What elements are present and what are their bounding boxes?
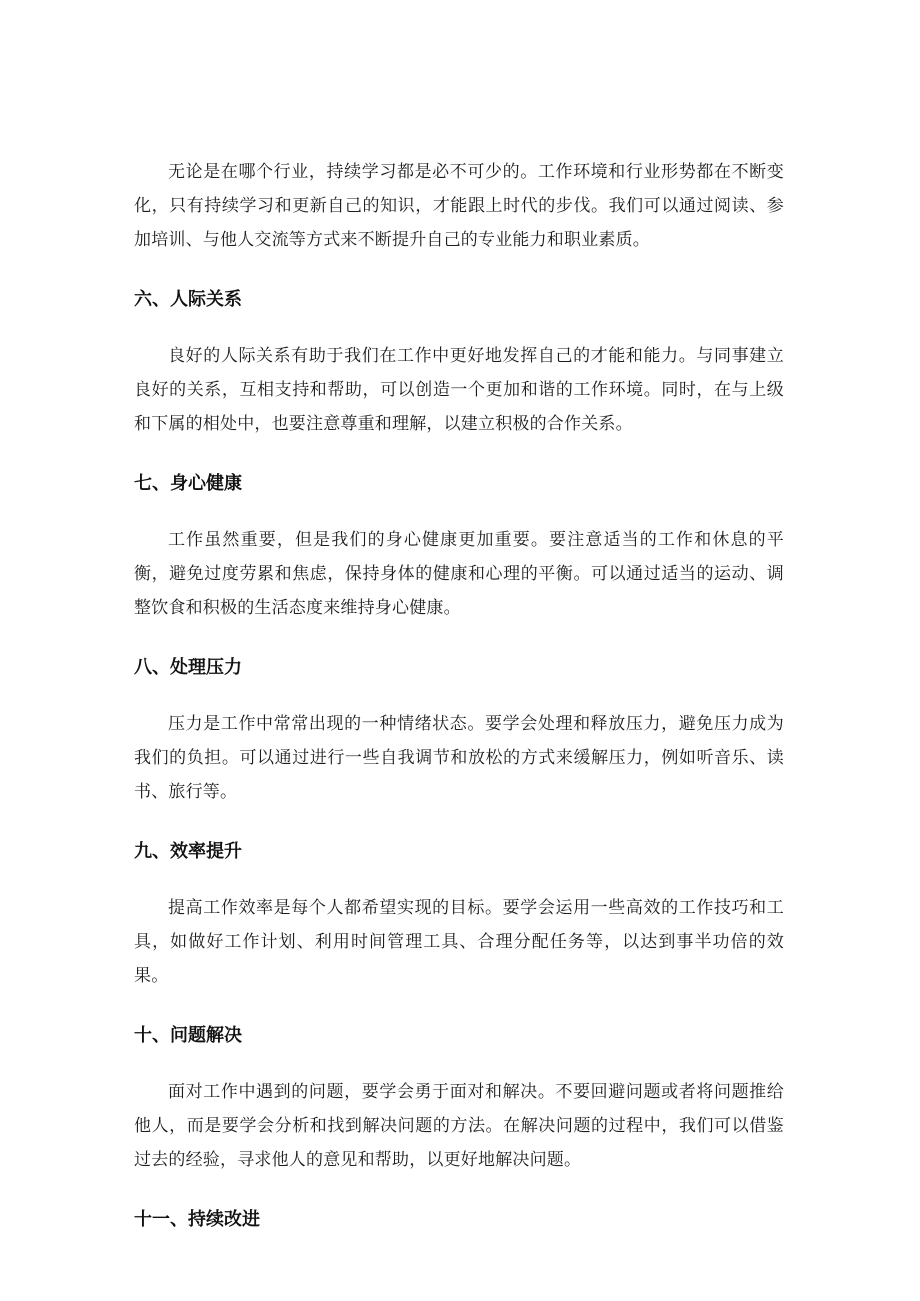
- section-paragraph-problem-solving: 面对工作中遇到的问题，要学会勇于面对和解决。不要回避问题或者将问题推给他人，而是要学会分析和找到解决问题的方法。在解决问题的过程中，我们可以借鉴过去的经验，寻求他人的意见和帮助，以更好地解决问题。: [134, 1082, 784, 1170]
- section-paragraph-stress: 压力是工作中常常出现的一种情绪状态。要学会处理和释放压力，避免压力成为我们的负担。可以通过进行一些自我调节和放松的方式来缓解压力，例如听音乐、读书、旅行等。: [134, 714, 784, 802]
- intro-paragraph: 无论是在哪个行业，持续学习都是必不可少的。工作环境和行业形势都在不断变化，只有持续学习和更新自己的知识，才能跟上时代的步伐。我们可以通过阅读、参加培训、与他人交流等方式来不断提升自己的专业能力和职业素质。: [134, 162, 784, 250]
- section-heading-stress: 八、处理压力: [134, 657, 242, 678]
- section-paragraph-efficiency: 提高工作效率是每个人都希望实现的目标。要学会运用一些高效的工作技巧和工具，如做好工作计划、利用时间管理工具、合理分配任务等，以达到事半功倍的效果。: [134, 898, 784, 986]
- section-heading-problem-solving: 十、问题解决: [134, 1025, 242, 1046]
- section-heading-interpersonal: 六、人际关系: [134, 289, 242, 310]
- section-heading-health: 七、身心健康: [134, 473, 242, 494]
- document-body: [134, 155, 784, 1235]
- section-paragraph-health: 工作虽然重要，但是我们的身心健康更加重要。要注意适当的工作和休息的平衡，避免过度劳累和焦虑，保持身体的健康和心理的平衡。可以通过适当的运动、调整饮食和积极的生活态度来维持身心健康。: [134, 530, 784, 618]
- section-heading-continuous-improvement: 十一、持续改进: [134, 1209, 260, 1230]
- section-heading-efficiency: 九、效率提升: [134, 841, 242, 862]
- section-paragraph-interpersonal: 良好的人际关系有助于我们在工作中更好地发挥自己的才能和能力。与同事建立良好的关系，互相支持和帮助，可以创造一个更加和谐的工作环境。同时，在与上级和下属的相处中，也要注意尊重和理解，以建立积极的合作关系。: [134, 346, 784, 434]
